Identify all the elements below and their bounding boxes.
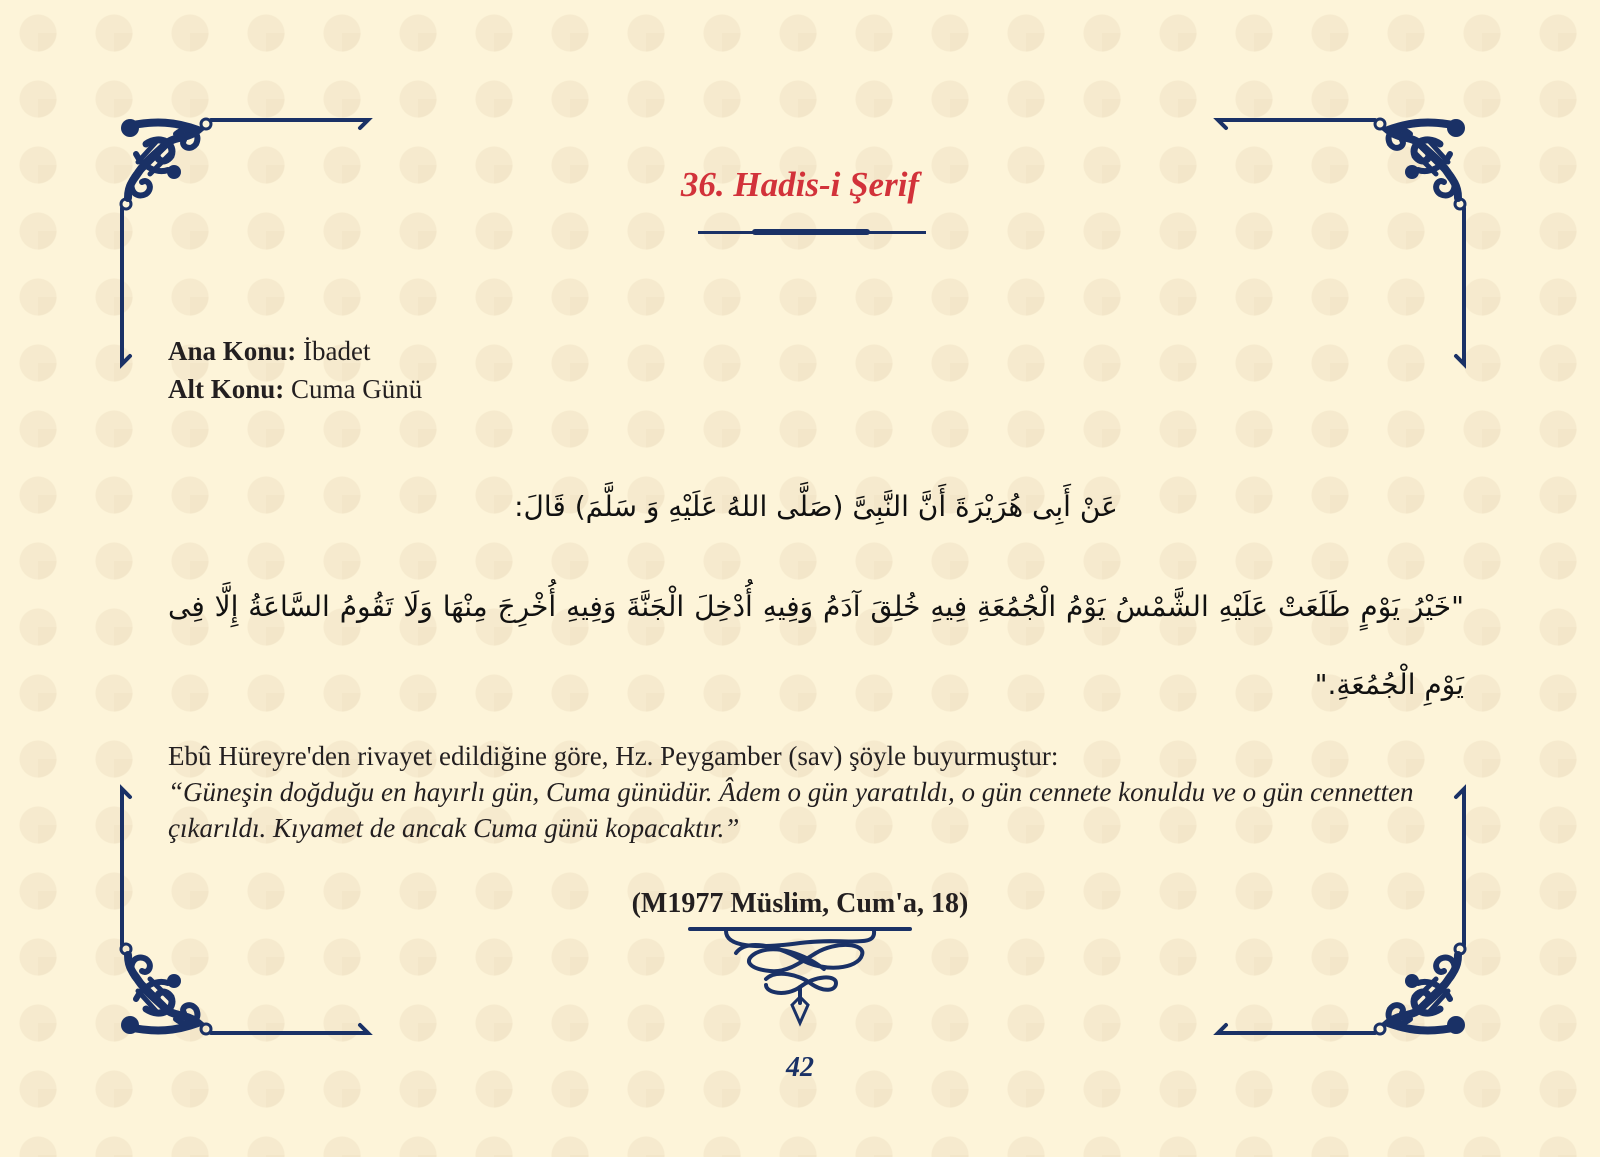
translation-quote: “Güneşin doğduğu en hayırlı gün, Cuma günüdür. Âdem o gün yaratıldı, o gün cennete konuldu ve o gün cennetten çıkarıldı. Kıyamet de ancak Cuma günü kopacaktır.” [168, 777, 1414, 843]
main-topic-line [168, 332, 422, 370]
arabic-matn: "خَيْرُ يَوْمٍ طَلَعَتْ عَلَيْهِ الشَّمْسُ يَوْمُ الْجُمُعَةِ فِيهِ خُلِقَ آدَمُ وَفِيهِ أُدْخِلَ الْجَنَّةَ وَفِيهِ أُخْرِجَ مِنْهَا وَلَا تَقُومُ السَّاعَةُ إِلَّا فِى يَوْمِ الْجُمُعَةِ." [168, 590, 1464, 701]
sub-topic-line [168, 370, 422, 408]
title-underline-divider [698, 229, 926, 235]
main-topic-label: Ana Konu: [168, 336, 297, 366]
source-citation: (M1977 Müslim, Cum'a, 18) [631, 888, 969, 919]
knot-divider-ornament-icon [686, 925, 914, 1035]
arabic-isnad: عَنْ أَبِى هُرَيْرَةَ أَنَّ النَّبِىَّ (صَلَّى اللهُ عَلَيْهِ وَ سَلَّمَ) قَالَ: [514, 490, 1118, 523]
page-number: 42 [786, 1052, 814, 1083]
sub-topic-value: Cuma Günü [284, 374, 423, 404]
sub-topic-label: Alt Konu: [168, 374, 285, 404]
corner-ornament-top-right-icon [1210, 114, 1470, 374]
page-title: 36. Hadis-i Şerif [680, 165, 920, 204]
title-underline-thick [752, 229, 870, 235]
topic-metadata [168, 332, 422, 408]
main-topic-value: İbadet [296, 336, 371, 366]
translation-block [168, 738, 1468, 846]
translation-intro: Ebû Hüreyre'den rivayet edildiğine göre, Hz. Peygamber (sav) şöyle buyurmuştur: [168, 741, 1059, 771]
